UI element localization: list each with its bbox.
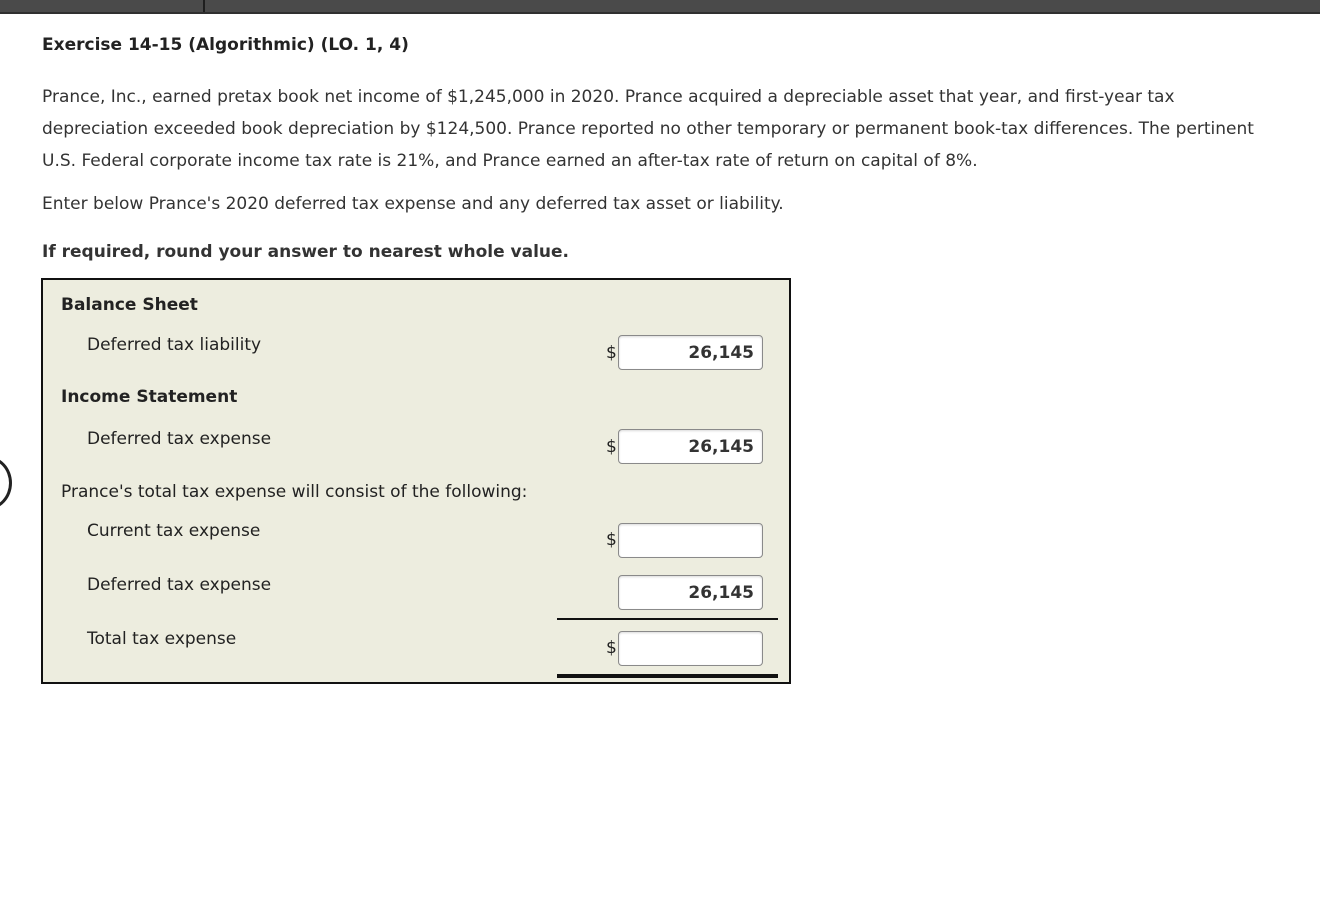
currency-symbol: $ bbox=[606, 530, 617, 550]
subtotal-rule bbox=[557, 618, 778, 620]
top-toolbar bbox=[0, 0, 1320, 14]
deferred-tax-expense-input[interactable] bbox=[618, 429, 763, 464]
deferred-tax-expense-label: Deferred tax expense bbox=[87, 429, 272, 449]
income-statement-heading: Income Statement bbox=[61, 387, 238, 407]
instruction-text: Enter below Prance's 2020 deferred tax expense and any deferred tax asset or liability. bbox=[42, 194, 784, 214]
toolbar-divider bbox=[203, 0, 205, 12]
total-double-rule bbox=[557, 674, 778, 678]
side-circle-icon[interactable] bbox=[0, 456, 12, 510]
currency-symbol: $ bbox=[606, 638, 617, 658]
current-tax-expense-input[interactable] bbox=[618, 523, 763, 558]
balance-sheet-heading: Balance Sheet bbox=[61, 295, 198, 315]
deferred-tax-expense-total-label: Deferred tax expense bbox=[87, 575, 272, 595]
total-tax-expense-input[interactable] bbox=[618, 631, 763, 666]
rounding-note: If required, round your answer to nearest whole value. bbox=[42, 242, 569, 262]
answer-panel bbox=[41, 278, 791, 684]
total-tax-intro: Prance's total tax expense will consist of the following: bbox=[61, 482, 528, 502]
currency-symbol: $ bbox=[606, 343, 617, 363]
deferred-tax-liability-label: Deferred tax liability bbox=[87, 335, 262, 355]
current-tax-expense-label: Current tax expense bbox=[87, 521, 261, 541]
currency-symbol: $ bbox=[606, 437, 617, 457]
deferred-tax-expense-total-input[interactable] bbox=[618, 575, 763, 610]
exercise-title: Exercise 14-15 (Algorithmic) (LO. 1, 4) bbox=[42, 35, 409, 55]
total-tax-expense-label: Total tax expense bbox=[87, 629, 237, 649]
deferred-tax-liability-input[interactable] bbox=[618, 335, 763, 370]
problem-text: Prance, Inc., earned pretax book net income of $1,245,000 in 2020. Prance acquired a depreciable asset that year, and first-year tax depreciation exceeded book depreciation by $124,500. Prance reported no other temporary or permanent book-tax differences. The pertinent U.S. Federal corporate income tax rate is 21%, and Prance earned an after-tax rate of return on capital of 8%. bbox=[42, 87, 1254, 171]
